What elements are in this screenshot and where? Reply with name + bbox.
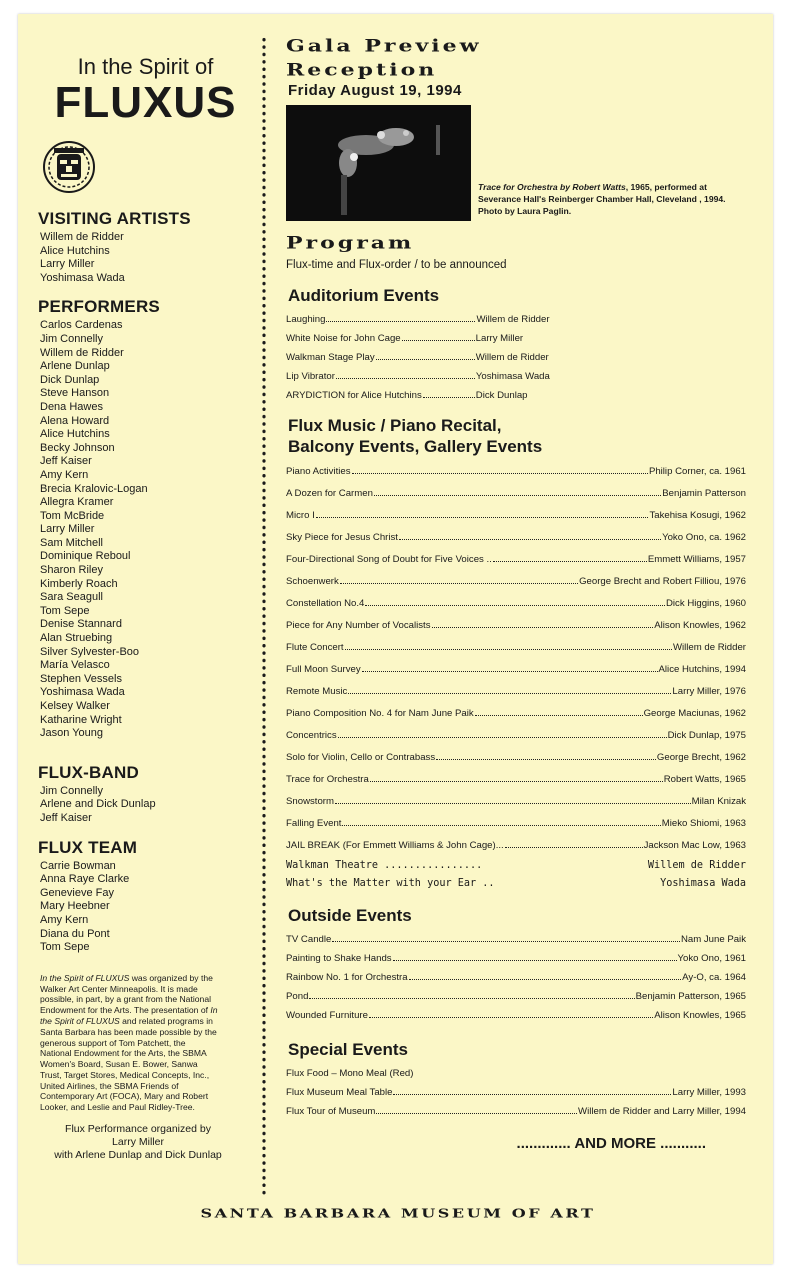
event-row — [286, 386, 746, 405]
event-artist: Ay-O, ca. 1964 — [682, 972, 746, 983]
event-artist: Larry Miller — [475, 333, 524, 344]
event-title: Flux Tour of Museum — [286, 1106, 376, 1117]
dot-leader — [369, 1017, 653, 1018]
event-title: Piano Composition No. 4 for Nam June Paik — [286, 708, 474, 719]
gala-line2: Reception — [286, 60, 438, 81]
dot-leader — [475, 715, 643, 716]
name-item: Katharine Wright — [40, 713, 122, 726]
event-row — [286, 968, 746, 987]
event-artist: George Brecht and Robert Filliou, 1976 — [579, 576, 746, 587]
event-artist: Larry Miller, 1993 — [672, 1087, 746, 1098]
name-item: Amy Kern — [40, 468, 89, 481]
event-title: Concentrics — [286, 730, 337, 741]
event-artist: Dick Dunlap — [475, 390, 528, 401]
left-column — [38, 54, 253, 1162]
event-artist: Dick Dunlap, 1975 — [667, 730, 746, 741]
event-title: TV Candle — [286, 934, 332, 945]
name-item: Alice Hutchins — [40, 428, 110, 441]
dot-leader — [309, 998, 634, 999]
name-item: Yoshimasa Wada — [40, 686, 125, 699]
event-row — [286, 637, 746, 659]
perf-org-line2: Larry Miller — [112, 1136, 164, 1149]
event-row — [286, 310, 746, 329]
flux-team-heading: FLUX TEAM — [38, 837, 138, 857]
special-intro: Flux Food – Mono Meal (Red) — [286, 1068, 414, 1079]
event-artist: Jackson Mac Low, 1963 — [643, 840, 746, 851]
event-title: Sky Piece for Jesus Christ — [286, 532, 398, 543]
name-item: Larry Miller — [40, 523, 95, 536]
dot-leader — [326, 321, 475, 322]
event-title: ARYDICTION for Alice Hutchins — [286, 390, 422, 401]
event-title: What's the Matter with your Ear .. — [286, 878, 495, 889]
event-title: Piece for Any Number of Vocalists — [286, 620, 431, 631]
dot-leader — [393, 960, 677, 961]
name-item: Alice Hutchins — [40, 244, 110, 257]
program-heading: Program — [286, 233, 415, 254]
dot-leader — [370, 781, 663, 782]
name-item: Dominique Reboul — [40, 550, 131, 563]
name-item: Amy Kern — [40, 913, 89, 926]
event-title: JAIL BREAK (For Emmett Williams & John Cage)... — [286, 840, 504, 851]
dot-leader — [340, 583, 578, 584]
name-item: Jason Young — [40, 727, 104, 740]
event-row — [286, 483, 746, 505]
event-title: Painting to Shake Hands — [286, 953, 392, 964]
sponsor-credit — [40, 973, 218, 1113]
event-row — [286, 747, 746, 769]
event-artist: Mieko Shiomi, 1963 — [661, 818, 746, 829]
gala-line1: Gala Preview — [286, 36, 482, 57]
name-item: Arlene Dunlap — [40, 360, 110, 373]
auditorium-heading: Auditorium Events — [288, 286, 440, 305]
dot-leader — [352, 473, 648, 474]
event-title: Constellation No.4 — [286, 598, 365, 609]
name-item: Jeff Kaiser — [40, 455, 92, 468]
event-row — [286, 835, 746, 857]
name-item: Brecia Kralovic-Logan — [40, 482, 148, 495]
event-row — [286, 367, 746, 386]
flux-band-heading: FLUX-BAND — [38, 762, 139, 782]
name-item: Kelsey Walker — [40, 700, 110, 712]
event-row — [286, 1083, 746, 1102]
title-line2: FLUXUS — [54, 78, 237, 127]
event-title: Full Moon Survey — [286, 664, 361, 675]
dot-leader — [432, 627, 654, 628]
event-row — [286, 659, 746, 681]
event-row — [286, 615, 746, 637]
flux-band-list — [40, 785, 253, 826]
event-row — [286, 348, 746, 367]
perf-org-line3: with Arlene Dunlap and Dick Dunlap — [54, 1149, 222, 1162]
event-row — [286, 987, 746, 1006]
event-artist: Emmett Williams, 1957 — [647, 554, 746, 565]
event-title: Piano Activities — [286, 466, 351, 477]
title-line1: In the Spirit of — [77, 54, 214, 79]
event-row — [286, 1006, 746, 1025]
event-title: White Noise for John Cage — [286, 333, 401, 344]
event-artist: Yoshimasa Wada — [660, 878, 746, 889]
name-item: María Velasco — [40, 659, 110, 672]
event-row — [286, 791, 746, 813]
event-artist: George Brecht, 1962 — [656, 752, 746, 763]
performers-list — [40, 319, 253, 740]
event-artist: Yoshimasa Wada — [475, 371, 550, 382]
event-row — [286, 505, 746, 527]
event-artist: Yoko Ono, 1961 — [677, 953, 746, 964]
event-title: Wounded Furniture — [286, 1010, 368, 1021]
dot-leader — [409, 979, 682, 980]
event-title: Falling Event — [286, 818, 342, 829]
event-title: Four-Directional Song of Doubt for Five Voices .. — [286, 554, 492, 565]
dot-leader — [423, 397, 475, 398]
name-item: Yoshimasa Wada — [40, 271, 125, 284]
name-item: Silver Sylvester-Boo — [40, 645, 140, 658]
event-artist: Alice Hutchins, 1994 — [658, 664, 746, 675]
event-title: Flute Concert — [286, 642, 344, 653]
event-title: Laughing — [286, 314, 326, 325]
dot-leader — [374, 495, 661, 496]
event-row — [286, 857, 746, 875]
dot-leader — [399, 539, 661, 540]
special-events-list — [286, 1083, 746, 1121]
flux-time-note: Flux-time and Flux-order / to be announced — [286, 259, 507, 271]
event-row — [286, 930, 746, 949]
name-item: Sam Mitchell — [40, 536, 103, 549]
event-title: Snowstorm — [286, 796, 334, 807]
event-title: Walkman Theatre ................ — [286, 860, 483, 871]
credit-italic-2: In the Spirit of FLUXUS — [40, 1005, 218, 1026]
dot-leader — [365, 605, 665, 606]
caption-italic: Trace for Orchestra by Robert Watts — [478, 182, 626, 192]
dot-leader — [436, 759, 656, 760]
name-item: Diana du Pont — [40, 927, 110, 940]
event-artist: Takehisa Kosugi, 1962 — [649, 510, 746, 521]
event-date: Friday August 19, 1994 — [288, 82, 462, 99]
program-sheet — [18, 14, 773, 1264]
performers-heading: PERFORMERS — [38, 297, 160, 317]
name-item: Anna Raye Clarke — [40, 873, 130, 886]
event-title: Schoenwerk — [286, 576, 339, 587]
outside-events-list — [286, 930, 746, 1025]
dot-leader — [376, 359, 475, 360]
event-row — [286, 703, 746, 725]
dot-leader — [335, 803, 691, 804]
dot-leader — [336, 378, 475, 379]
name-item: Jim Connelly — [40, 784, 103, 797]
flux-team-list — [40, 860, 253, 955]
outside-heading: Outside Events — [288, 906, 412, 925]
name-item: Tom McBride — [40, 509, 105, 522]
dot-leader — [362, 671, 658, 672]
credit-text-2: and related programs in Santa Barbara has been made possible by the generous support of Tom Patchett, the National Endowment for the Arts, the SBMA Women's Board, Susan E. Bower, Sanwa Trust, Target Stores, Medical Concepts, Inc., United Airlines, the SBMA Friends of Contemporary Art (FOCA), Mary and Robert Looker, and Leslie and Paul Ridley-Tree. — [40, 1015, 217, 1113]
name-item: Genevieve Fay — [40, 886, 114, 899]
special-heading: Special Events — [288, 1040, 409, 1059]
name-item: Jim Connelly — [40, 332, 103, 345]
dotted-divider — [262, 36, 266, 1198]
credit-text-1: was organized by the Walker Art Center Minneapolis. It is made possible, in part, by a grant from the National Endowment for the Arts. The presentation of — [40, 972, 213, 1016]
dot-leader — [338, 737, 667, 738]
event-row — [286, 593, 746, 615]
name-item: Stephen Vessels — [40, 672, 122, 685]
event-row — [286, 949, 746, 968]
flux-music-events-list — [286, 461, 746, 857]
event-row — [286, 813, 746, 835]
event-row — [286, 769, 746, 791]
name-item: Arlene and Dick Dunlap — [40, 798, 156, 811]
event-row — [286, 681, 746, 703]
name-item: Tom Sepe — [40, 604, 90, 617]
name-item: Sara Seagull — [40, 591, 103, 604]
event-row — [286, 725, 746, 747]
name-item: Jeff Kaiser — [40, 811, 92, 824]
name-item: Becky Johnson — [40, 441, 115, 454]
perf-org-line1: Flux Performance organized by — [65, 1123, 211, 1136]
name-item: Sharon Riley — [40, 564, 103, 577]
visiting-artists-list — [40, 231, 253, 285]
event-artist: Willem de Ridder — [672, 642, 746, 653]
event-title: Lip Vibrator — [286, 371, 335, 382]
dot-leader — [348, 693, 671, 694]
dot-leader — [505, 847, 643, 848]
event-title: Trace for Orchestra — [286, 774, 369, 785]
event-artist: Alison Knowles, 1965 — [654, 1010, 746, 1021]
event-title: Rainbow No. 1 for Orchestra — [286, 972, 408, 983]
event-artist: Benjamin Patterson — [662, 488, 746, 499]
photo-caption — [478, 181, 738, 217]
name-item: Willem de Ridder — [40, 231, 124, 243]
event-artist: Milan Knizak — [691, 796, 746, 807]
name-item: Dick Dunlap — [40, 373, 100, 386]
dot-leader — [376, 1113, 577, 1114]
event-row — [286, 875, 746, 893]
event-row — [286, 329, 746, 348]
flux-music-heading-line1: Flux Music / Piano Recital, — [288, 416, 502, 435]
right-column — [286, 36, 746, 1152]
name-item: Larry Miller — [40, 258, 95, 271]
credit-italic-1: In the Spirit of FLUXUS — [40, 972, 130, 983]
event-title: Walkman Stage Play — [286, 352, 375, 363]
event-artist: Willem de Ridder — [647, 860, 746, 871]
auditorium-events-list — [286, 310, 746, 405]
event-title: Remote Music — [286, 686, 348, 697]
dot-leader — [493, 561, 647, 562]
name-item: Carrie Bowman — [40, 859, 116, 872]
event-title: Flux Museum Meal Table — [286, 1087, 393, 1098]
name-item: Willem de Ridder — [40, 346, 124, 359]
museum-name: SANTA BARBARA MUSEUM OF ART — [200, 1206, 596, 1221]
event-artist: Philip Corner, ca. 1961 — [648, 466, 746, 477]
caption-line3: Photo by Laura Paglin. — [478, 206, 572, 216]
event-row — [286, 1102, 746, 1121]
dot-leader — [393, 1094, 671, 1095]
name-item: Dena Hawes — [40, 400, 103, 413]
dot-leader — [316, 517, 649, 518]
dot-leader — [345, 649, 672, 650]
name-item: Denise Stannard — [40, 618, 122, 631]
event-artist: Dick Higgins, 1960 — [666, 598, 746, 609]
name-item: Allegra Kramer — [40, 496, 114, 509]
event-artist: Benjamin Patterson, 1965 — [635, 991, 746, 1002]
fluxus-mask-icon — [42, 140, 96, 194]
flux-music-heading-line2: Balcony Events, Gallery Events — [288, 437, 543, 456]
event-artist: Alison Knowles, 1962 — [654, 620, 746, 631]
event-title: A Dozen for Carmen — [286, 488, 373, 499]
event-artist: Willem de Ridder — [475, 352, 549, 363]
caption-rest: , 1965, performed at — [625, 182, 707, 192]
typed-events-list — [286, 857, 746, 893]
dot-leader — [332, 941, 680, 942]
performance-organizers — [38, 1123, 238, 1162]
event-row — [286, 461, 746, 483]
event-row — [286, 549, 746, 571]
visiting-artists-heading: VISITING ARTISTS — [38, 209, 191, 228]
event-artist: George Maciunas, 1962 — [643, 708, 746, 719]
name-item: Tom Sepe — [40, 941, 90, 954]
performance-photo — [286, 105, 471, 221]
photo-row — [286, 105, 746, 221]
name-item: Alena Howard — [40, 414, 110, 427]
event-artist: Yoko Ono, ca. 1962 — [662, 532, 746, 543]
event-artist: Robert Watts, 1965 — [663, 774, 746, 785]
name-item: Alan Struebing — [40, 632, 113, 645]
name-item: Mary Heebner — [40, 900, 110, 913]
dot-leader — [342, 825, 660, 826]
and-more: ............. AND MORE ........... — [516, 1135, 706, 1152]
event-artist: Willem de Ridder — [476, 314, 550, 325]
name-item: Carlos Cardenas — [40, 319, 123, 332]
event-row — [286, 571, 746, 593]
name-item: Steve Hanson — [40, 387, 110, 400]
event-title: Pond — [286, 991, 309, 1002]
caption-line2: Severance Hall's Reinberger Chamber Hall, Cleveland , 1994. — [478, 194, 726, 204]
dot-leader — [402, 340, 475, 341]
event-artist: Nam June Paik — [680, 934, 746, 945]
event-title: Solo for Violin, Cello or Contrabass — [286, 752, 436, 763]
event-artist: Larry Miller, 1976 — [672, 686, 746, 697]
event-row — [286, 527, 746, 549]
event-title: Micro I — [286, 510, 315, 521]
event-artist: Willem de Ridder and Larry Miller, 1994 — [578, 1106, 746, 1117]
name-item: Kimberly Roach — [40, 577, 118, 590]
